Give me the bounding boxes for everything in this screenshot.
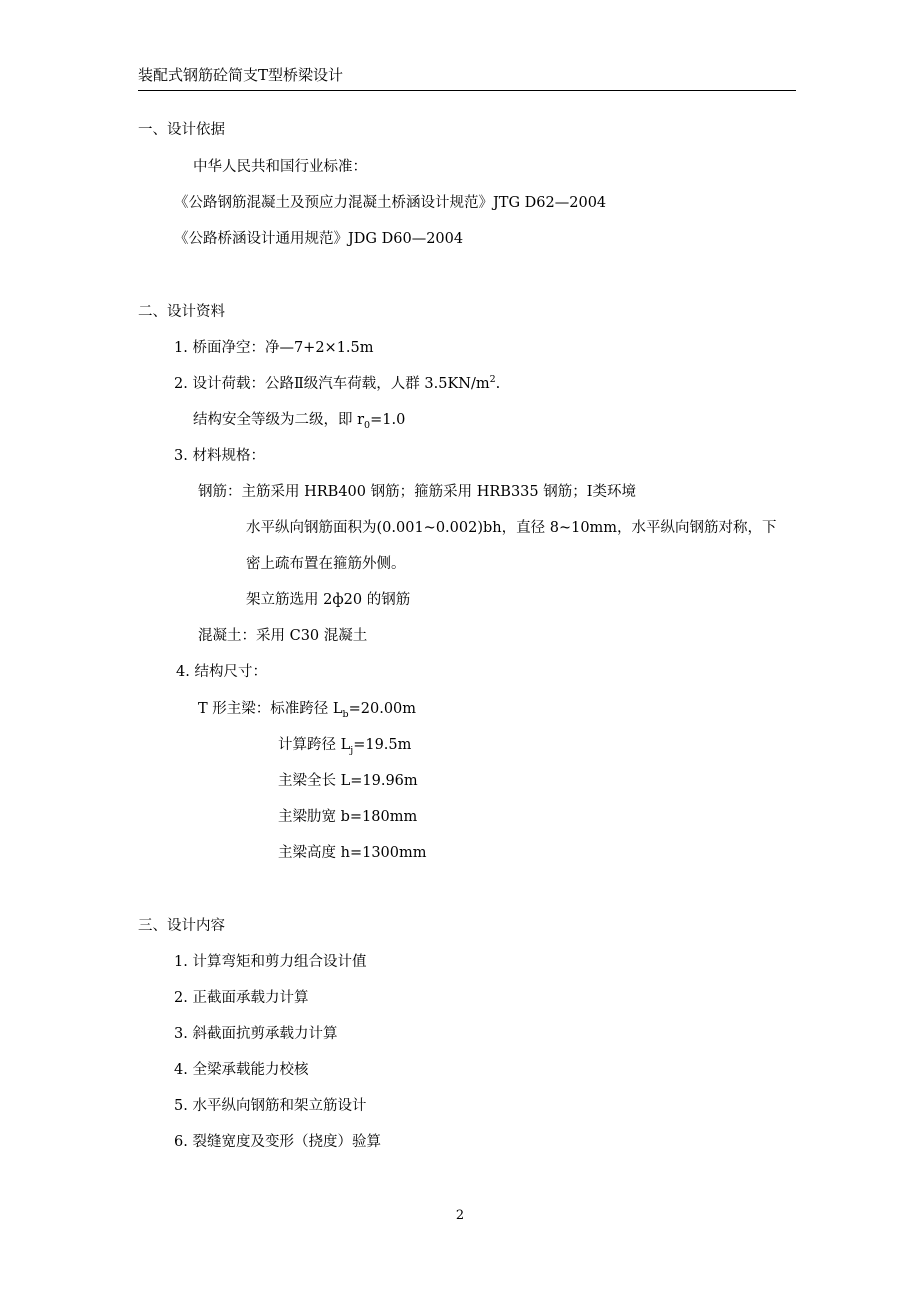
list-item: 2. 正截面承载力计算	[174, 990, 309, 1006]
concrete-spec: 混凝土：采用 C30 混凝土	[198, 628, 368, 644]
standard-span-value: =20.00m	[348, 701, 417, 717]
standard-span	[198, 699, 416, 719]
calc-span	[278, 735, 411, 755]
load-exponent: 2	[489, 374, 496, 386]
calc-span-text: 计算跨径 L	[278, 737, 351, 753]
standard-span-text: T 形主梁：标准跨径 L	[198, 701, 343, 717]
page-header	[138, 64, 796, 91]
safety-subscript: 0	[364, 419, 371, 431]
page-number: 2	[455, 1208, 465, 1223]
erection-rebar: 架立筋选用 2ф20 的钢筋	[246, 592, 411, 608]
safety-value: =1.0	[370, 412, 406, 428]
calc-span-value: =19.5m	[353, 737, 412, 753]
rebar-spec: 钢筋：主筋采用 HRB400 钢筋；箍筋采用 HRB335 钢筋；Ⅰ类环境	[198, 484, 636, 500]
code-2: 《公路桥涵设计通用规范》JDG D60—2004	[174, 231, 464, 247]
item-clearance: 1. 桥面净空：净—7+2×1.5m	[174, 340, 374, 356]
standard-intro: 中华人民共和国行业标准：	[193, 159, 367, 175]
safety-text: 结构安全等级为二级，即 r	[193, 412, 365, 428]
load-period: .	[495, 376, 501, 392]
safety-grade	[193, 410, 405, 430]
section-2-title: 二、设计资料	[138, 304, 225, 320]
horizontal-rebar-1: 水平纵向钢筋面积为(0.001~0.002)bh，直径 8~10mm，水平纵向钢筋对称，下	[246, 520, 777, 536]
code-1: 《公路钢筋混凝土及预应力混凝土桥涵设计规范》JTG D62—2004	[174, 195, 607, 211]
section-3-title: 三、设计内容	[138, 918, 225, 934]
standard-span-subscript: b	[342, 708, 349, 720]
horizontal-rebar-2: 密上疏布置在箍筋外侧。	[246, 556, 406, 572]
list-item: 1. 计算弯矩和剪力组合设计值	[174, 954, 367, 970]
load-text: 2. 设计荷载：公路Ⅱ级汽车荷载，人群 3.5KN/m	[174, 376, 490, 392]
item-materials: 3. 材料规格：	[174, 448, 265, 464]
list-item: 6. 裂缝宽度及变形（挠度）验算	[174, 1134, 381, 1150]
rib-width: 主梁肋宽 b=180mm	[278, 809, 418, 825]
beam-height: 主梁高度 h=1300mm	[278, 845, 427, 861]
item-load	[174, 374, 500, 394]
header-title: 装配式钢筋砼简支T型桥梁设计	[138, 66, 344, 84]
calc-span-subscript: j	[350, 744, 354, 756]
list-item: 5. 水平纵向钢筋和架立筋设计	[174, 1098, 367, 1114]
item-dimensions: 4. 结构尺寸：	[176, 664, 267, 680]
list-item: 3. 斜截面抗剪承载力计算	[174, 1026, 338, 1042]
list-item: 4. 全梁承载能力校核	[174, 1062, 309, 1078]
beam-length: 主梁全长 L=19.96m	[278, 773, 418, 789]
section-1-title: 一、设计依据	[138, 122, 225, 138]
